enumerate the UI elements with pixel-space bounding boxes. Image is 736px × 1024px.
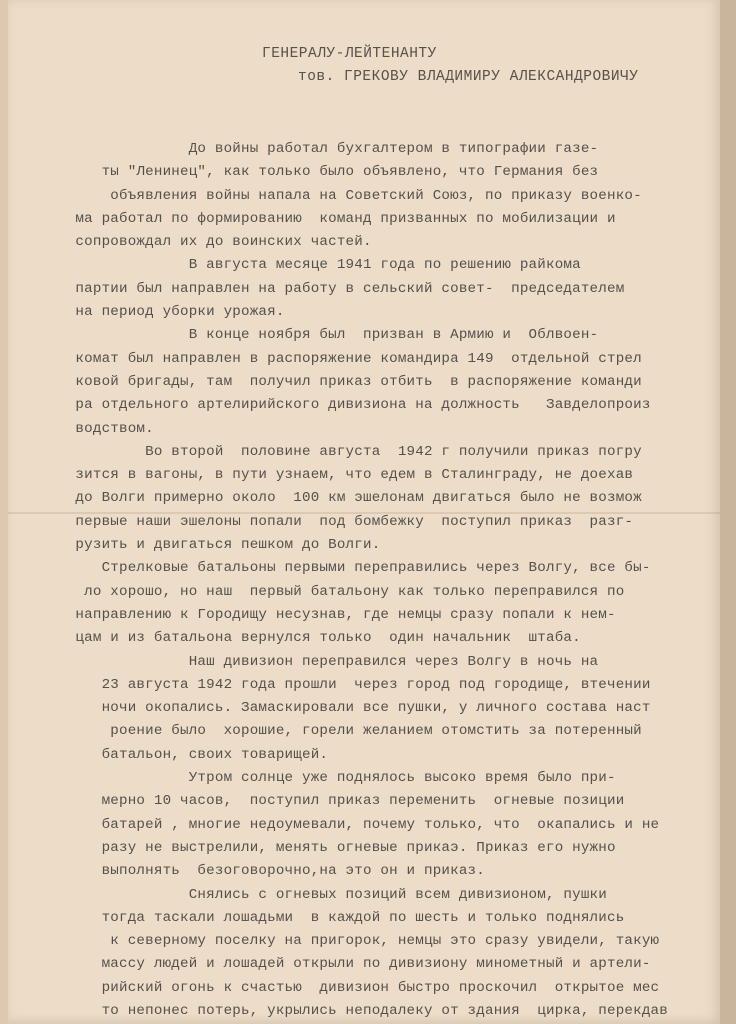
text-line: мерно 10 часов, поступил приказ переменить огневые позиции: [58, 793, 625, 810]
text-line: зится в вагоны, в пути узнаем, что едем в Сталинграду, не доехав: [58, 467, 634, 484]
text-line: роение было хорошие, горели желанием отомстить за потеренный: [58, 723, 642, 740]
header-line-1: ГЕНЕРАЛУ-ЛЕЙТЕНАНТУ: [262, 46, 437, 62]
header-line-2: тов. ГРЕКОВУ ВЛАДИМИРУ АЛЕКСАНДРОВИЧУ: [298, 69, 639, 85]
text-line: рийский огонь к счастью дивизион быстро проскочил открытое мес: [58, 979, 660, 996]
text-line: цам и из батальона вернулся только один начальник штаба.: [58, 630, 581, 647]
text-line: Во второй половине августа 1942 г получили приказ погру: [58, 443, 642, 460]
text-line: 23 августа 1942 года прошли через город под городище, втечении: [58, 676, 651, 693]
text-line: батарей , многие недоумевали, почему только, что окапались и не: [58, 816, 660, 833]
text-line: батальон, своих товарищей.: [58, 746, 329, 763]
page-edge: [720, 0, 736, 1024]
text-line: до Волги примерно около 100 км эшелонам двигаться было не возмож: [58, 490, 642, 507]
text-line: Снялись с огневых позиций всем дивизионом, пушки: [58, 886, 607, 903]
text-line: В августа месяце 1941 года по решению райкома: [58, 257, 581, 274]
text-line: объявления войны напала на Советский Союз, по приказу военко-: [58, 187, 642, 204]
text-line: водством.: [58, 420, 154, 437]
text-line: ма работал по формированию команд призванных по мобилизации и: [58, 210, 616, 227]
text-line: сопровождал их до воинских частей.: [58, 234, 372, 251]
document-body: [58, 138, 698, 1023]
text-line: то непонес потерь, укрылись неподалеку от здания цирка, перекдав: [58, 1002, 668, 1019]
text-line: Стрелковые батальоны первыми переправились через Волгу, все бы-: [58, 560, 651, 577]
text-line: ночи окопались. Замаскировали все пушки, у личного состава наст: [58, 700, 651, 717]
text-line: партии был направлен на работу в сельский совет- председателем: [58, 280, 625, 297]
text-line: До войны работал бухгалтером в типографии газе-: [58, 141, 599, 157]
text-line: массу людей и лошадей открыли по дивизиону минометный и артели-: [58, 956, 651, 973]
text-line: ло хорошо, но наш первый батальону как только переправился по: [58, 583, 625, 600]
text-line: разу не выстрелили, менять огневые прикаэ. Приказ его нужно: [58, 839, 616, 856]
text-line: Наш дивизион переправился через Волгу в ночь на: [58, 653, 599, 670]
text-line: направлению к Городищу несузнав, где немцы сразу попали к нем-: [58, 606, 616, 623]
text-line: на период уборки урожая.: [58, 304, 285, 321]
text-line: выполнять безоговорочно,на это он и приказ.: [58, 863, 485, 880]
text-line: ты "Ленинец", как только было объявлено, что Германия без: [58, 164, 599, 181]
text-line: ра отдельного артелирийского дивизиона на должность Завделопроиз: [58, 397, 651, 414]
text-line: тогда таскали лошадьми в каждой по шесть и только поднялись: [58, 909, 625, 926]
text-line: В конце ноября был призван в Армию и Облвоен-: [58, 327, 599, 344]
text-line: первые наши эшелоны попали под бомбежку поступил приказ разг-: [58, 513, 634, 530]
text-line: к северному поселку на пригорок, немцы это сразу увидели, такую: [58, 933, 660, 950]
text-line: рузить и двигаться пешком до Волги.: [58, 537, 381, 554]
text-line: ковой бригады, там получил приказ отбить в распоряжение команди: [58, 373, 642, 390]
text-line: комат был направлен в распоряжение командира 149 отдельной стрел: [58, 350, 642, 367]
text-line: Утром солнце уже поднялось высоко время было при-: [58, 770, 616, 787]
